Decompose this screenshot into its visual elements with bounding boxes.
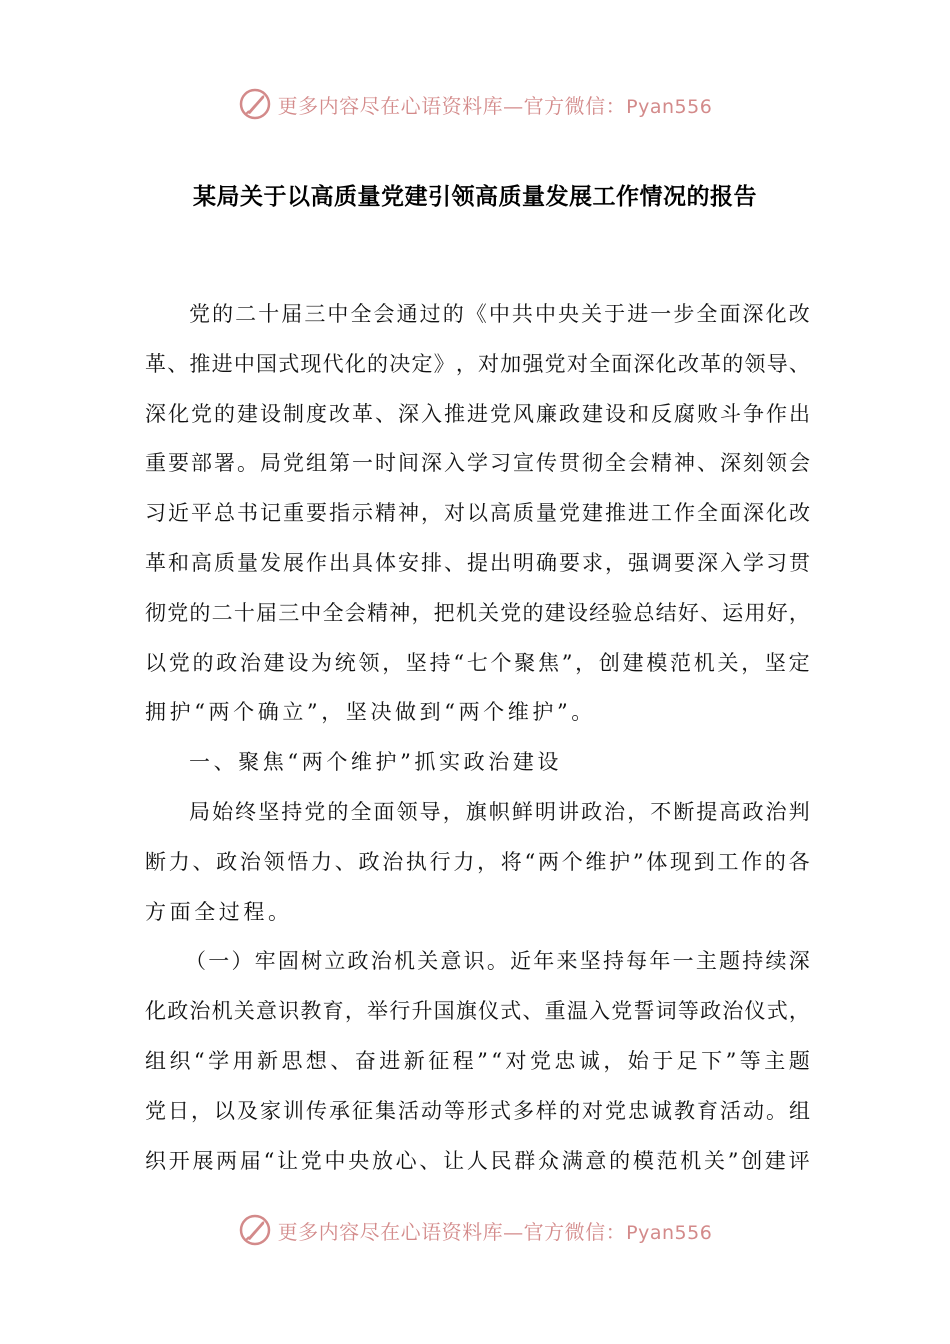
text-line: 局 始 终 坚 持 党 的 全 面 领 导 ， 旗 帜 鲜 明 讲 政 治 ， 不 断 提 高 政 治 判	[189, 799, 810, 824]
watermark-banner-top	[0, 84, 950, 124]
text-line: 党 日 ， 以 及 家 训 传 承 征 集 活 动 等 形 式 多 样 的 对 党 忠 诚 教 育 活 动 。 组	[145, 1098, 810, 1123]
text-line: 彻 党 的 二 十 届 三 中 全 会 精 神 ， 把 机 关 党 的 建 设 经 验 总 结 好 、 运 用 好 ，	[145, 600, 810, 625]
quill-pen-circle-icon	[238, 87, 272, 121]
text-line: 方 面 全 过 程 。	[145, 899, 289, 924]
text-line: 重 要 部 署 。 局 党 组 第 一 时 间 深 入 学 习 宣 传 贯 彻 全 会 精 神 、 深 刻 领 会	[145, 451, 810, 476]
text-line: （ 一 ） 牢 固 树 立 政 治 机 关 意 识 。 近 年 来 坚 持 每 年 一 主 题 持 续 深	[185, 949, 810, 974]
text-line: 化 政 治 机 关 意 识 教 育 ， 举 行 升 国 旗 仪 式 、 重 温 入 党 誓 词 等 政 治 仪 式 ，	[145, 999, 810, 1024]
text-line: 断 力 、 政 治 领 悟 力 、 政 治 执 行 力 ， 将 “ 两 个 维 护 ” 体 现 到 工 作 的 各	[145, 849, 810, 874]
text-line: 以 党 的 政 治 建 设 为 统 领 ， 坚 持 “ 七 个 聚 焦 ” ， 创 建 模 范 机 关 ， 坚 定	[145, 650, 810, 675]
quill-pen-circle-icon	[238, 1213, 272, 1247]
watermark-text: 更多内容尽在心语资料库—官方微信：Pyan556	[277, 93, 713, 118]
watermark-text: 更多内容尽在心语资料库—官方微信：Pyan556	[277, 1219, 713, 1244]
document-title: 某局关于以高质量党建引领高质量发展工作情况的报告	[193, 184, 757, 210]
watermark-banner-bottom	[0, 1210, 950, 1250]
text-line: 一 、 聚 焦 “ 两 个 维 护 ” 抓 实 政 治 建 设	[189, 750, 559, 775]
text-line: 深 化 党 的 建 设 制 度 改 革 、 深 入 推 进 党 风 廉 政 建 设 和 反 腐 败 斗 争 作 出	[145, 401, 810, 426]
watermark-code: Pyan556	[626, 95, 713, 118]
text-line: 织 开 展 两 届 “ 让 党 中 央 放 心 、 让 人 民 群 众 满 意 的 模 范 机 关 ” 创 建 评	[145, 1148, 810, 1173]
text-line: 拥 护 “ 两 个 确 立 ” ， 坚 决 做 到 “ 两 个 维 护 ” 。	[145, 700, 593, 725]
watermark-code: Pyan556	[626, 1221, 713, 1244]
text-line: 革 、 推 进 中 国 式 现 代 化 的 决 定 》 ， 对 加 强 党 对 全 面 深 化 改 革 的 领 导 、	[145, 351, 810, 376]
text-line: 习 近 平 总 书 记 重 要 指 示 精 神 ， 对 以 高 质 量 党 建 推 进 工 作 全 面 深 化 改	[145, 501, 810, 526]
document-body	[145, 290, 810, 1186]
text-line: 革 和 高 质 量 发 展 作 出 具 体 安 排 、 提 出 明 确 要 求 ， 强 调 要 深 入 学 习 贯	[145, 550, 810, 575]
text-line: 组 织 “ 学 用 新 思 想 、 奋 进 新 征 程 ” “ 对 党 忠 诚 ， 始 于 足 下 ” 等 主 题	[145, 1048, 810, 1073]
text-line: 党 的 二 十 届 三 中 全 会 通 过 的 《 中 共 中 央 关 于 进 一 步 全 面 深 化 改	[189, 302, 810, 326]
